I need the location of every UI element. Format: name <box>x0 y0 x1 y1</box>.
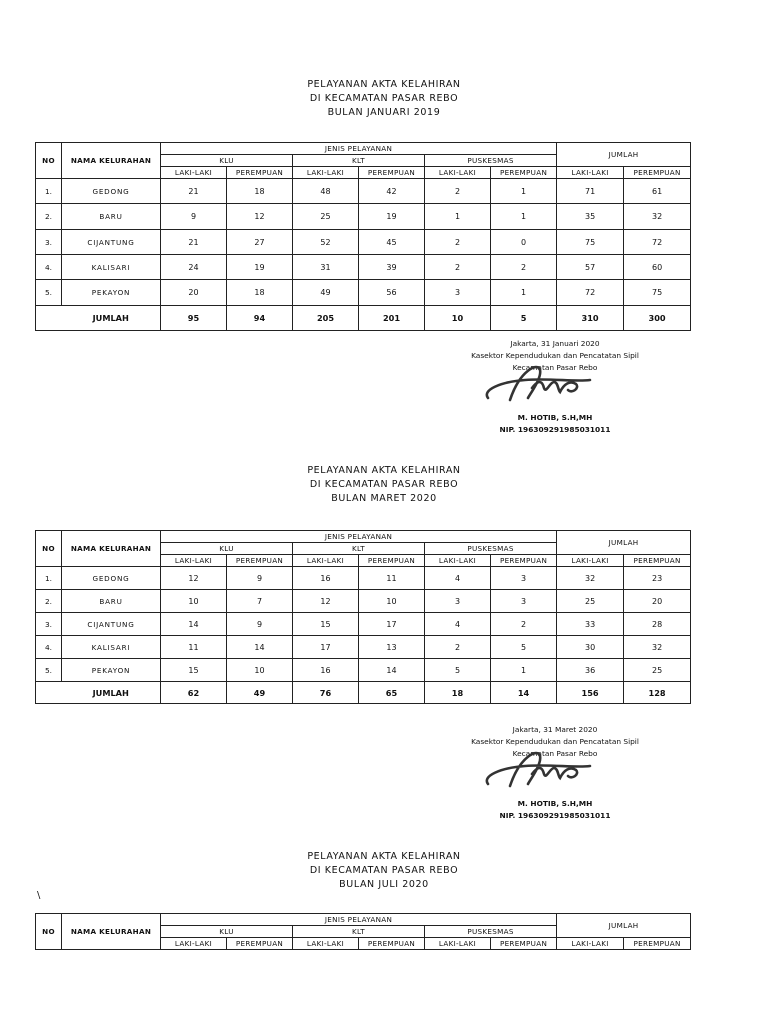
kelurahan-name: PEKAYON <box>62 280 161 306</box>
total-value: 95 <box>161 306 227 331</box>
cell-value: 2 <box>491 255 557 280</box>
col-header-jenis: JENIS PELAYANAN <box>161 143 557 155</box>
cell-value: 25 <box>557 590 624 613</box>
total-value: 201 <box>359 306 425 331</box>
row-number: 4. <box>36 636 62 659</box>
cell-value: 14 <box>359 659 425 682</box>
report-title-line2: DI KECAMATAN PASAR REBO <box>309 479 459 490</box>
report-title-block <box>0 78 768 120</box>
signature-block <box>440 724 670 822</box>
col-header-laki: LAKI-LAKI <box>161 167 227 179</box>
report-title-line2: DI KECAMATAN PASAR REBO <box>309 93 459 104</box>
table-row <box>36 204 691 230</box>
col-header-jenis: JENIS PELAYANAN <box>161 531 557 543</box>
col-header-laki: LAKI-LAKI <box>293 555 359 567</box>
total-value: 65 <box>359 682 425 704</box>
kelurahan-name: BARU <box>62 590 161 613</box>
total-value: 205 <box>293 306 359 331</box>
cell-value: 52 <box>293 230 359 255</box>
cell-value: 3 <box>425 280 491 306</box>
col-header-laki: LAKI-LAKI <box>557 938 624 950</box>
report-title-line1: PELAYANAN AKTA KELAHIRAN <box>307 79 461 90</box>
cell-value: 75 <box>624 280 691 306</box>
col-header-laki: LAKI-LAKI <box>293 167 359 179</box>
total-label: JUMLAH <box>62 682 161 704</box>
cell-value: 27 <box>227 230 293 255</box>
cell-value: 7 <box>227 590 293 613</box>
col-header-perempuan: PEREMPUAN <box>359 938 425 950</box>
cell-value: 12 <box>161 567 227 590</box>
cell-value: 23 <box>624 567 691 590</box>
signature-office: Kasektor Kependudukan dan Pencatatan Sipil <box>471 737 639 746</box>
col-header-laki: LAKI-LAKI <box>557 555 624 567</box>
col-header-perempuan: PEREMPUAN <box>624 167 691 179</box>
col-header-perempuan: PEREMPUAN <box>359 555 425 567</box>
kelurahan-name: GEDONG <box>62 179 161 204</box>
cell-value: 45 <box>359 230 425 255</box>
row-number: 3. <box>36 613 62 636</box>
col-header-perempuan: PEREMPUAN <box>227 938 293 950</box>
table-row <box>36 230 691 255</box>
report-title-line1: PELAYANAN AKTA KELAHIRAN <box>307 851 461 862</box>
report-title-line3: BULAN JANUARI 2019 <box>327 107 441 118</box>
row-number: 5. <box>36 659 62 682</box>
report-title-block <box>0 850 768 892</box>
cell-value: 4 <box>425 567 491 590</box>
cell-value: 2 <box>425 230 491 255</box>
report-table <box>35 530 691 704</box>
cell-value: 14 <box>161 613 227 636</box>
table-row <box>36 179 691 204</box>
row-number: 1. <box>36 567 62 590</box>
cell-value: 18 <box>227 280 293 306</box>
col-header-laki: LAKI-LAKI <box>425 555 491 567</box>
cell-value: 17 <box>293 636 359 659</box>
cell-value: 3 <box>491 567 557 590</box>
cell-value: 72 <box>557 280 624 306</box>
cell-value: 49 <box>293 280 359 306</box>
col-header-perempuan: PEREMPUAN <box>227 167 293 179</box>
kelurahan-name: BARU <box>62 204 161 230</box>
cell-value: 9 <box>161 204 227 230</box>
signature-name: M. HOTIB, S.H,MH <box>517 799 593 808</box>
col-header-nama: NAMA KELURAHAN <box>62 143 161 179</box>
report-title-line2: DI KECAMATAN PASAR REBO <box>309 865 459 876</box>
table-row <box>36 567 691 590</box>
row-number: 5. <box>36 280 62 306</box>
cell-value: 2 <box>425 636 491 659</box>
cell-value: 2 <box>425 255 491 280</box>
cell-value: 20 <box>161 280 227 306</box>
cell-value: 71 <box>557 179 624 204</box>
col-header-jumlah: JUMLAH <box>557 914 691 938</box>
kelurahan-name: CIJANTUNG <box>62 230 161 255</box>
col-header-klu: KLU <box>161 543 293 555</box>
col-header-laki: LAKI-LAKI <box>161 555 227 567</box>
cell-value: 72 <box>624 230 691 255</box>
col-header-klu: KLU <box>161 926 293 938</box>
kelurahan-name: PEKAYON <box>62 659 161 682</box>
cell-value: 10 <box>161 590 227 613</box>
cell-value: 24 <box>161 255 227 280</box>
total-value: 300 <box>624 306 691 331</box>
cell-value: 9 <box>227 567 293 590</box>
cell-value: 1 <box>491 204 557 230</box>
cell-value: 11 <box>161 636 227 659</box>
col-header-klt: KLT <box>293 543 425 555</box>
col-header-puskesmas: PUSKESMAS <box>425 155 557 167</box>
cell-value: 3 <box>491 590 557 613</box>
col-header-perempuan: PEREMPUAN <box>624 555 691 567</box>
row-number: 3. <box>36 230 62 255</box>
kelurahan-name: KALISARI <box>62 255 161 280</box>
cell-value: 33 <box>557 613 624 636</box>
kelurahan-name: CIJANTUNG <box>62 613 161 636</box>
cell-value: 31 <box>293 255 359 280</box>
col-header-puskesmas: PUSKESMAS <box>425 543 557 555</box>
cell-value: 3 <box>425 590 491 613</box>
signature-nip: NIP. 196309291985031011 <box>499 811 611 820</box>
cell-value: 21 <box>161 230 227 255</box>
report-title-line1: PELAYANAN AKTA KELAHIRAN <box>307 465 461 476</box>
table-row <box>36 636 691 659</box>
total-label: JUMLAH <box>62 306 161 331</box>
col-header-jumlah: JUMLAH <box>557 531 691 555</box>
cell-value: 4 <box>425 613 491 636</box>
cell-value: 19 <box>227 255 293 280</box>
total-value: 76 <box>293 682 359 704</box>
col-header-no: NO <box>36 914 62 950</box>
col-header-no: NO <box>36 143 62 179</box>
col-header-laki: LAKI-LAKI <box>425 938 491 950</box>
table-row <box>36 659 691 682</box>
cell-value: 2 <box>425 179 491 204</box>
col-header-laki: LAKI-LAKI <box>425 167 491 179</box>
signature-district: Kecamatan Pasar Rebo <box>512 749 598 758</box>
total-spacer <box>36 306 62 331</box>
table-row <box>36 280 691 306</box>
col-header-laki: LAKI-LAKI <box>161 938 227 950</box>
row-number: 1. <box>36 179 62 204</box>
col-header-puskesmas: PUSKESMAS <box>425 926 557 938</box>
col-header-klt: KLT <box>293 155 425 167</box>
cell-value: 16 <box>293 659 359 682</box>
cell-value: 61 <box>624 179 691 204</box>
col-header-laki: LAKI-LAKI <box>557 167 624 179</box>
cell-value: 28 <box>624 613 691 636</box>
report-title-block <box>0 464 768 506</box>
cell-value: 39 <box>359 255 425 280</box>
table-row <box>36 255 691 280</box>
table-row <box>36 590 691 613</box>
total-value: 62 <box>161 682 227 704</box>
report-table <box>35 913 691 950</box>
cell-value: 56 <box>359 280 425 306</box>
signature-block <box>440 338 670 436</box>
col-header-laki: LAKI-LAKI <box>293 938 359 950</box>
row-number: 2. <box>36 590 62 613</box>
cell-value: 11 <box>359 567 425 590</box>
cell-value: 12 <box>227 204 293 230</box>
cell-value: 19 <box>359 204 425 230</box>
cell-value: 18 <box>227 179 293 204</box>
total-value: 128 <box>624 682 691 704</box>
col-header-jenis: JENIS PELAYANAN <box>161 914 557 926</box>
total-value: 14 <box>491 682 557 704</box>
cell-value: 1 <box>425 204 491 230</box>
total-value: 94 <box>227 306 293 331</box>
signature-place-date: Jakarta, 31 Januari 2020 <box>510 339 600 348</box>
row-number: 2. <box>36 204 62 230</box>
cell-value: 17 <box>359 613 425 636</box>
report-title-line3: BULAN MARET 2020 <box>331 493 437 504</box>
cell-value: 10 <box>227 659 293 682</box>
signature-place-date: Jakarta, 31 Maret 2020 <box>512 725 598 734</box>
cell-value: 9 <box>227 613 293 636</box>
row-number: 4. <box>36 255 62 280</box>
cell-value: 5 <box>425 659 491 682</box>
signature-name: M. HOTIB, S.H,MH <box>517 413 593 422</box>
cell-value: 35 <box>557 204 624 230</box>
table-row <box>36 613 691 636</box>
col-header-jumlah: JUMLAH <box>557 143 691 167</box>
cell-value: 1 <box>491 179 557 204</box>
cell-value: 32 <box>557 567 624 590</box>
cell-value: 0 <box>491 230 557 255</box>
col-header-perempuan: PEREMPUAN <box>491 555 557 567</box>
total-value: 156 <box>557 682 624 704</box>
col-header-perempuan: PEREMPUAN <box>491 938 557 950</box>
signature-district: Kecamatan Pasar Rebo <box>512 363 598 372</box>
cell-value: 10 <box>359 590 425 613</box>
total-value: 310 <box>557 306 624 331</box>
cell-value: 32 <box>624 636 691 659</box>
col-header-no: NO <box>36 531 62 567</box>
cell-value: 48 <box>293 179 359 204</box>
cell-value: 57 <box>557 255 624 280</box>
col-header-nama: NAMA KELURAHAN <box>62 914 161 950</box>
total-value: 49 <box>227 682 293 704</box>
cell-value: 1 <box>491 659 557 682</box>
cell-value: 2 <box>491 613 557 636</box>
total-value: 5 <box>491 306 557 331</box>
cell-value: 60 <box>624 255 691 280</box>
total-row <box>36 306 691 331</box>
cell-value: 30 <box>557 636 624 659</box>
col-header-nama: NAMA KELURAHAN <box>62 531 161 567</box>
report-table <box>35 142 691 331</box>
handwritten-signature <box>480 360 600 410</box>
cell-value: 21 <box>161 179 227 204</box>
handwritten-signature <box>480 746 600 796</box>
cell-value: 15 <box>293 613 359 636</box>
cell-value: 1 <box>491 280 557 306</box>
stray-backslash: \ <box>37 890 41 901</box>
cell-value: 16 <box>293 567 359 590</box>
cell-value: 15 <box>161 659 227 682</box>
cell-value: 36 <box>557 659 624 682</box>
signature-nip: NIP. 196309291985031011 <box>499 425 611 434</box>
col-header-perempuan: PEREMPUAN <box>624 938 691 950</box>
kelurahan-name: KALISARI <box>62 636 161 659</box>
signature-office: Kasektor Kependudukan dan Pencatatan Sipil <box>471 351 639 360</box>
col-header-perempuan: PEREMPUAN <box>227 555 293 567</box>
report-title-line3: BULAN JULI 2020 <box>339 879 429 890</box>
col-header-klt: KLT <box>293 926 425 938</box>
total-value: 18 <box>425 682 491 704</box>
col-header-klu: KLU <box>161 155 293 167</box>
cell-value: 12 <box>293 590 359 613</box>
kelurahan-name: GEDONG <box>62 567 161 590</box>
cell-value: 14 <box>227 636 293 659</box>
cell-value: 75 <box>557 230 624 255</box>
col-header-perempuan: PEREMPUAN <box>491 167 557 179</box>
cell-value: 25 <box>293 204 359 230</box>
total-row <box>36 682 691 704</box>
total-value: 10 <box>425 306 491 331</box>
col-header-perempuan: PEREMPUAN <box>359 167 425 179</box>
cell-value: 20 <box>624 590 691 613</box>
cell-value: 13 <box>359 636 425 659</box>
total-spacer <box>36 682 62 704</box>
cell-value: 42 <box>359 179 425 204</box>
cell-value: 25 <box>624 659 691 682</box>
cell-value: 32 <box>624 204 691 230</box>
cell-value: 5 <box>491 636 557 659</box>
